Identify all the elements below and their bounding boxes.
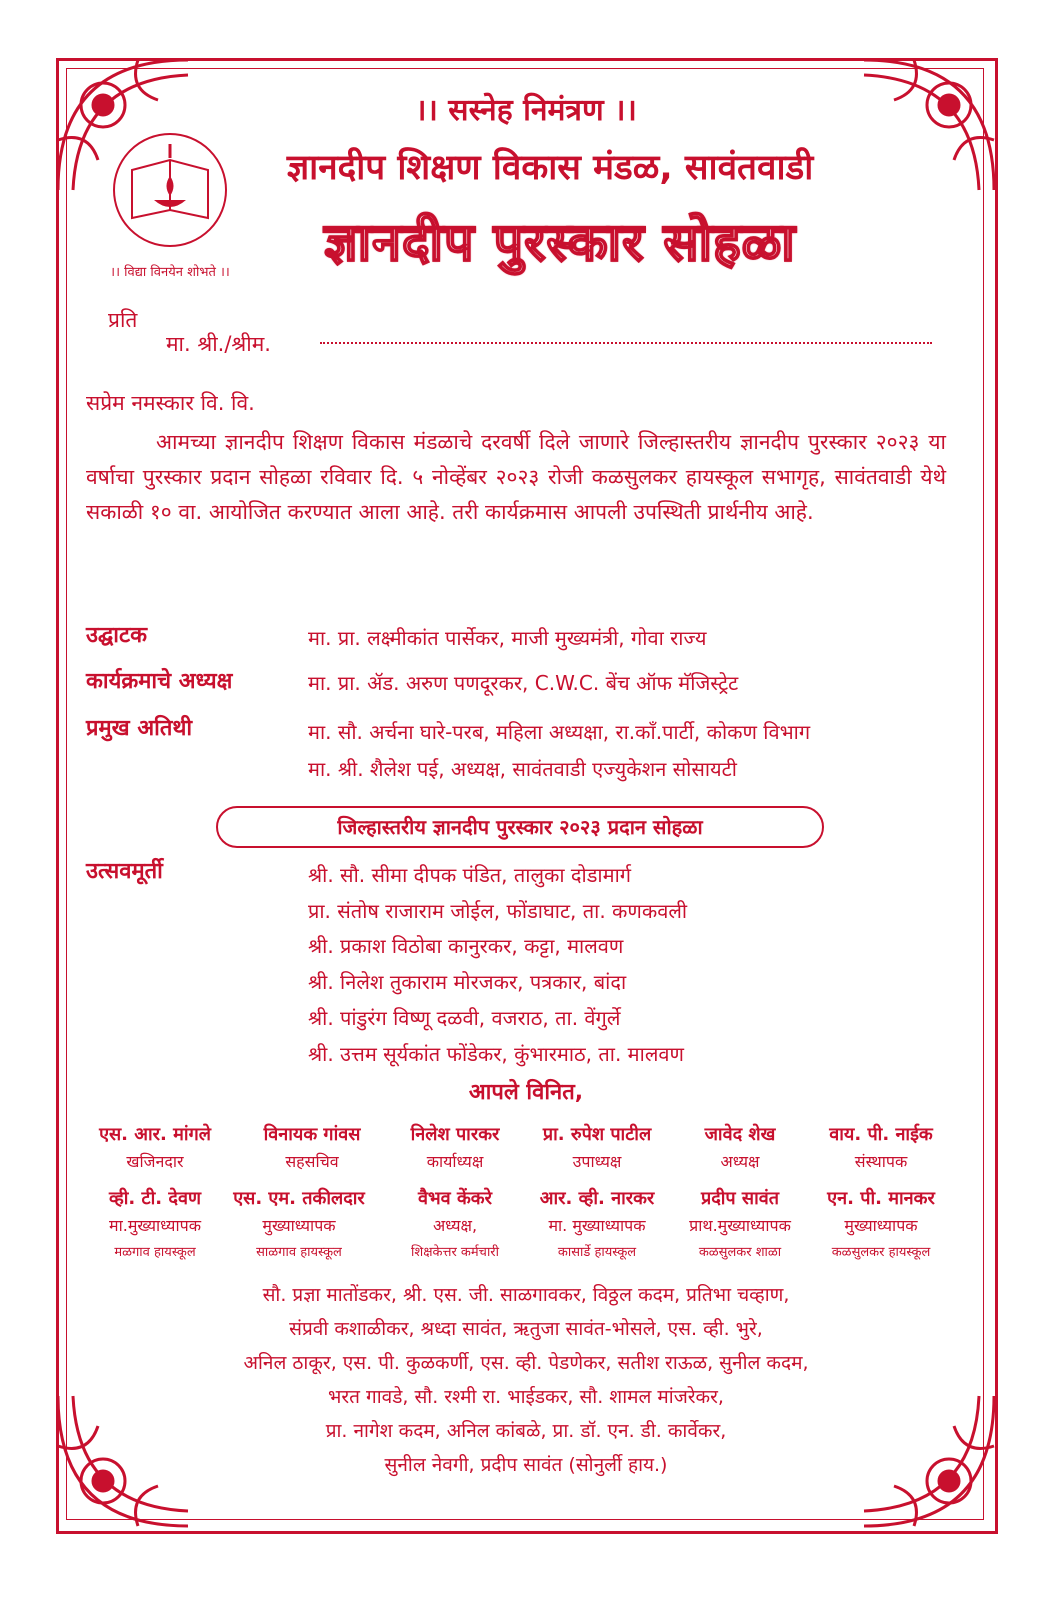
awardee-label: उत्सवमूर्ती [86,859,163,884]
recipient-dotted-line [320,342,932,344]
signatory [214,1186,384,1260]
inaugurator-name: मा. प्रा. लक्ष्मीकांत पार्सेकर, माजी मुख्यमंत्री, गोवा राज्य [308,626,707,650]
chief-guest-2: मा. श्री. शैलेश पई, अध्यक्ष, सावंतवाडी एज्युकेशन सोसायटी [308,757,737,781]
awardee-5: श्री. पांडुरंग विष्णू दळवी, वजराठ, ता. वेंगुर्ले [308,1006,621,1030]
invitation-heading: ।। सस्नेह निमंत्रण ।। [415,93,637,128]
signatory-school: कासार्डे हायस्कूल [557,1245,637,1260]
committee-line: सौ. प्रज्ञा मातोंडकर, श्री. एस. जी. साळगावकर, विठ्ठल कदम, प्रतिभा चव्हाण, [262,1284,790,1306]
signatory-school: मळगाव हायस्कूल [114,1245,196,1260]
signatory-name: वाय. पी. नाईक [829,1124,933,1145]
signatory-name: जावेद शेख [704,1124,776,1145]
signatory-role: प्राथ.मुख्याध्यापक [689,1216,791,1235]
signatory-role: मा. मुख्याध्यापक [548,1216,646,1235]
award-banner: जिल्हास्तरीय ज्ञानदीप पुरस्कार २०२३ प्रदान सोहळा [216,806,824,848]
signatory-school: शिक्षकेत्तर कर्मचारी [410,1245,499,1260]
chief-guest-1: मा. सौ. अर्चना घारे-परब, महिला अध्यक्षा, रा.काँ.पार्टी, कोकण विभाग [308,720,811,744]
president-name: मा. प्रा. ॲड. अरुण पणदूरकर, C.W.C. बेंच ऑफ मॅजिस्ट्रेट [308,671,739,695]
committee-line: सुनील नेवगी, प्रदीप सावंत (सोनुर्ली हाय.) [384,1454,668,1476]
signatory-role: अध्यक्ष [720,1152,760,1171]
greeting: सप्रेम नमस्कार वि. वि. [86,391,255,415]
committee-line: अनिल ठाकूर, एस. पी. कुळकर्णी, एस. व्ही. पेडणेकर, सतीश राऊळ, सुनील कदम, [243,1352,809,1374]
signatory-role: सहसचिव [285,1152,339,1171]
signatory-name: एस. एम. तकीलदार [233,1188,365,1209]
signatory-school: कळसुलकर हायस्कूल [831,1245,931,1260]
committee-line: संप्रवी कशाळीकर, श्रध्दा सावंत, ऋतुजा सावंत-भोसले, एस. व्ही. भुरे, [289,1318,763,1340]
signatory-school: कळसुलकर शाळा [698,1245,782,1260]
signatory-name: एन. पी. मानकर [827,1188,935,1209]
awardee-4: श्री. निलेश तुकाराम मोरजकर, पत्रकार, बांदा [308,970,627,994]
president-label: कार्यक्रमाचे अध्यक्ष [86,669,233,694]
sincerely-heading: आपले विनित, [468,1080,584,1105]
signatory-role: खजिनदार [126,1152,184,1171]
signatory [796,1122,966,1172]
signatory-name: प्रदीप सावंत [700,1188,780,1209]
signatory-role: संस्थापक [854,1152,908,1171]
signatory-role: कार्याध्यक्ष [426,1152,484,1171]
signatory-role: उपाध्यक्ष [572,1152,622,1171]
prati-label: प्रति [108,308,138,332]
signatory-school: साळगाव हायस्कूल [256,1245,342,1260]
logo-motto: ।। विद्या विनयेन शोभते ।। [110,265,230,280]
awardee-6: श्री. उत्तम सूर्यकांत फोंडेकर, कुंभारमाठ, ता. मालवण [308,1042,684,1066]
signatory-name: निलेश पारकर [410,1124,500,1145]
signatory [796,1186,966,1260]
awardee-3: श्री. प्रकाश विठोबा कानुरकर, कट्टा, मालवण [308,934,624,958]
event-title: ज्ञानदीप पुरस्कार सोहळा [324,213,796,273]
awardee-2: प्रा. संतोष राजाराम जोईल, फोंडाघाट, ता. कणकवली [308,899,688,923]
committee-line: भरत गावडे, सौ. रश्मी रा. भाईडकर, सौ. शामल मांजरेकर, [328,1386,724,1408]
signatory-name: एस. आर. मांगले [99,1124,211,1145]
signatory-name: प्रा. रुपेश पाटील [542,1124,652,1145]
signatory-name: व्ही. टी. देवण [109,1188,201,1209]
signatory-role: मुख्याध्यापक [844,1216,918,1235]
organization-name: ज्ञानदीप शिक्षण विकास मंडळ, सावंतवाडी [286,148,814,188]
signatory-role: मुख्याध्यापक [262,1216,336,1235]
signatory-name: आर. व्ही. नारकर [539,1188,655,1209]
committee-line: प्रा. नागेश कदम, अनिल कांबळे, प्रा. डॉ. एन. डी. कार्वेकर, [325,1420,727,1442]
signatory [70,1122,240,1172]
salutation-label: मा. श्री./श्रीम. [166,332,271,356]
logo-lamp-book-icon [110,130,230,250]
signatory-role: मा.मुख्याध्यापक [109,1216,201,1235]
chief-guest-label: प्रमुख अतिथी [86,716,193,741]
inaugurator-label: उद्घाटक [86,623,147,648]
signatory-name: वैभव केंकरे [418,1188,492,1209]
signatory-name: विनायक गांवस [263,1124,361,1145]
signatory-role: अध्यक्ष, [432,1216,478,1235]
letter-body: आमच्या ज्ञानदीप शिक्षण विकास मंडळाचे दरवर्षी दिले जाणारे जिल्हास्तरीय ज्ञानदीप पुरस्कार २०२३ या वर्षाचा पुरस्कार प्रदान सोहळा रविवार दि. ५ नोव्हेंबर २०२३ रोजी कळसुलकर हायस्कूल सभागृह, सावंतवाडी येथे सकाळी १० वा. आयोजित करण्यात आला आहे. तरी कार्यक्रमास आपली उपस्थिती प्रार्थनीय आहे. [86,430,946,524]
committee-list [100,1278,952,1482]
awardee-1: श्री. सौ. सीमा दीपक पंडित, तालुका दोडामार्ग [308,863,632,887]
